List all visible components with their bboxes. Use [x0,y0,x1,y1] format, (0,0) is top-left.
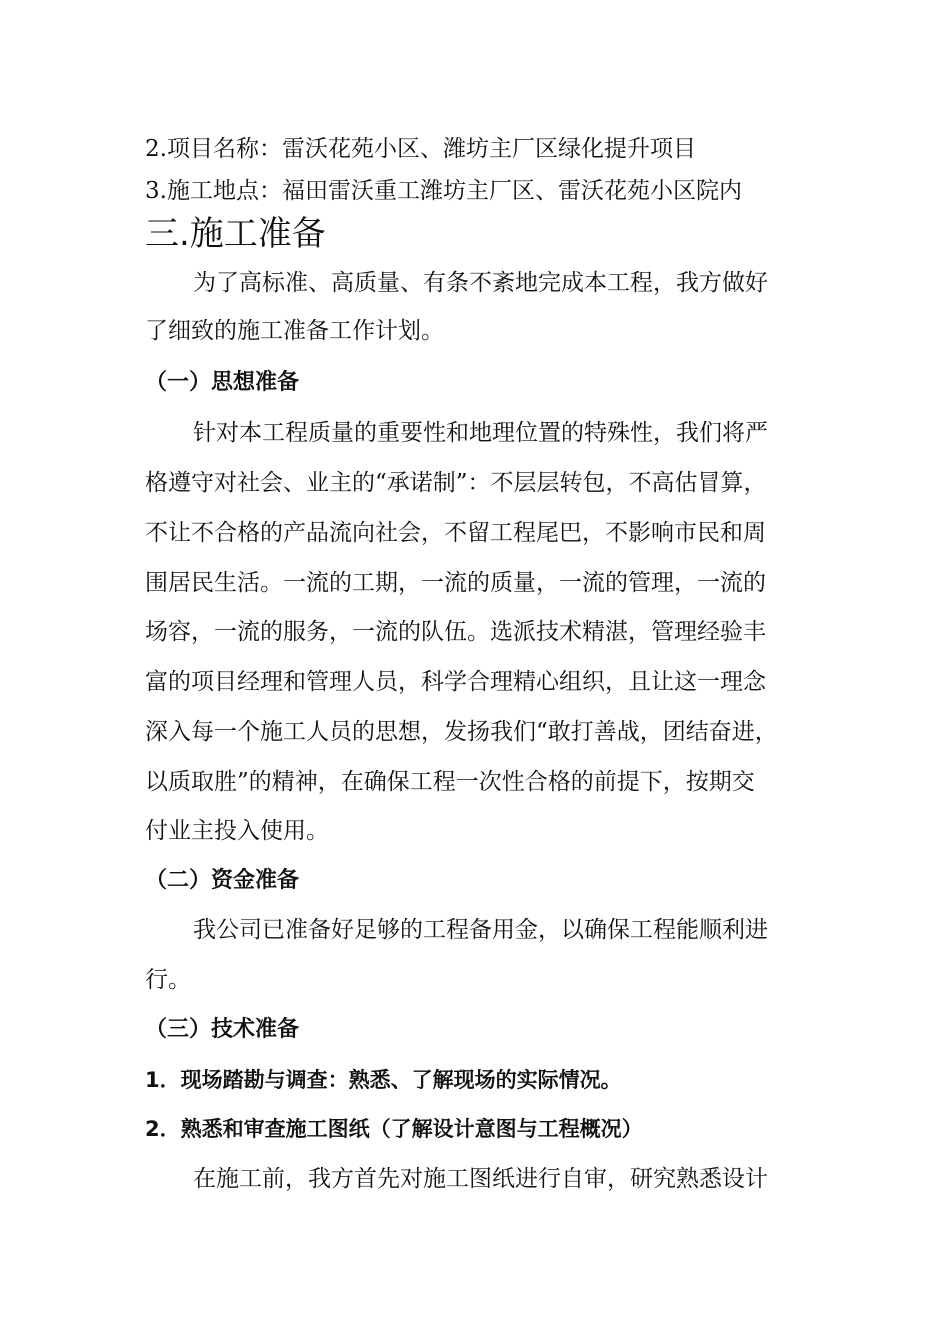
ideology-line-9: 付业主投入使用。 [145,818,329,844]
ideology-line-4: 围居民生活。一流的工期，一流的质量，一流的管理，一流的 [145,570,766,596]
project-name-line: 2.项目名称：雷沃花苑小区、潍坊主厂区绿化提升项目 [145,136,696,162]
ideology-line-1: 针对本工程质量的重要性和地理位置的特殊性，我们将严 [193,420,768,446]
section-title: 三.施工准备 [145,214,326,254]
ideology-heading: （一）思想准备 [145,370,300,395]
funds-line-1: 我公司已准备好足够的工程备用金，以确保工程能顺利进 [193,917,768,943]
technical-heading: （三）技术准备 [145,1017,300,1042]
ideology-line-5: 场容，一流的服务，一流的队伍。选派技术精湛，管理经验丰 [145,619,766,645]
technical-item-2: 2．熟悉和审查施工图纸（了解设计意图与工程概况） [145,1117,643,1141]
technical-item-1: 1．现场踏勘与调查：熟悉、了解现场的实际情况。 [145,1068,622,1092]
technical-paragraph: 在施工前，我方首先对施工图纸进行自审，研究熟悉设计 [193,1166,768,1192]
intro-line-2: 了细致的施工准备工作计划。 [145,318,444,344]
funds-line-2: 行。 [145,967,191,993]
project-location-line: 3.施工地点：福田雷沃重工潍坊主厂区、雷沃花苑小区院内 [145,178,742,204]
ideology-line-2: 格遵守对社会、业主的“承诺制”：不层层转包，不高估冒算， [145,470,767,496]
ideology-line-3: 不让不合格的产品流向社会，不留工程尾巴，不影响市民和周 [145,520,766,546]
ideology-line-8: 以质取胜”的精神，在确保工程一次性合格的前提下，按期交 [145,769,755,795]
intro-line-1: 为了高标准、高质量、有条不紊地完成本工程，我方做好 [193,270,768,296]
ideology-line-7: 深入每一个施工人员的思想，发扬我们“敢打善战，团结奋进， [145,719,778,745]
ideology-line-6: 富的项目经理和管理人员，科学合理精心组织，且让这一理念 [145,669,766,695]
funds-heading: （二）资金准备 [145,868,300,893]
